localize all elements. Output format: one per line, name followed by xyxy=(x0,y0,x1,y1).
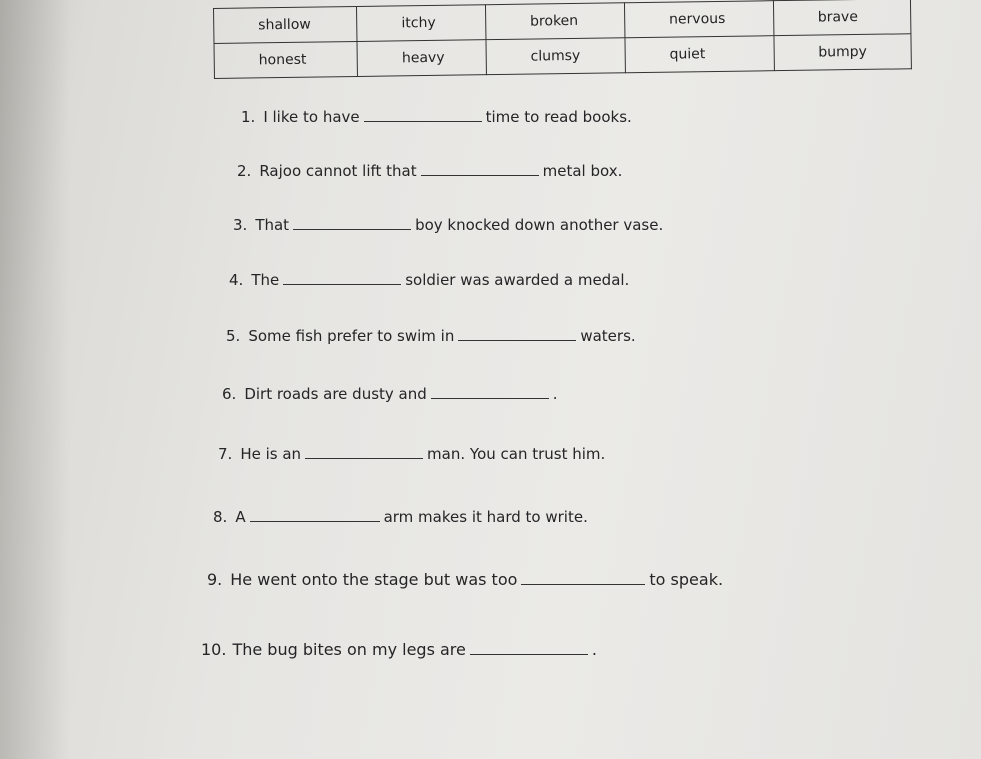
question-number: 6. xyxy=(222,385,237,403)
question-9 xyxy=(207,570,723,589)
question-3 xyxy=(233,216,663,234)
word-bank-cell: heavy xyxy=(357,40,486,77)
question-text-after: time to read books. xyxy=(485,108,632,126)
answer-blank[interactable] xyxy=(421,163,539,176)
word-bank-cell: shallow xyxy=(214,6,358,43)
question-text-before: A xyxy=(235,508,246,526)
word-bank-cell: clumsy xyxy=(486,38,625,75)
answer-blank[interactable] xyxy=(364,109,482,122)
question-8 xyxy=(213,508,588,526)
question-2 xyxy=(237,162,622,180)
question-6 xyxy=(222,385,558,403)
question-4 xyxy=(229,271,629,289)
page-shadow xyxy=(0,0,70,759)
question-5 xyxy=(226,327,636,345)
answer-blank[interactable] xyxy=(458,328,576,341)
question-text-after: boy knocked down another vase. xyxy=(415,216,664,234)
question-text-after: waters. xyxy=(580,327,636,345)
answer-blank[interactable] xyxy=(250,509,380,522)
question-number: 7. xyxy=(218,445,233,463)
word-bank-cell: honest xyxy=(214,41,358,78)
word-bank-cell: broken xyxy=(485,3,624,40)
question-7 xyxy=(218,445,605,463)
question-text-after: to speak. xyxy=(649,570,724,589)
answer-blank[interactable] xyxy=(305,446,423,459)
question-number: 9. xyxy=(207,570,223,589)
answer-blank[interactable] xyxy=(283,272,401,285)
question-10 xyxy=(201,640,597,659)
question-number: 10. xyxy=(201,640,227,659)
question-text-before: Rajoo cannot lift that xyxy=(259,162,417,180)
word-bank-cell: nervous xyxy=(624,1,773,38)
question-text-after: soldier was awarded a medal. xyxy=(405,271,630,289)
answer-blank[interactable] xyxy=(431,386,549,399)
question-number: 1. xyxy=(241,108,256,126)
question-text-before: The xyxy=(251,271,280,289)
answer-blank[interactable] xyxy=(293,217,411,230)
question-text-before: That xyxy=(255,216,290,234)
answer-blank[interactable] xyxy=(521,572,645,585)
question-number: 2. xyxy=(237,162,252,180)
question-text-after: man. You can trust him. xyxy=(427,445,606,463)
word-bank-table xyxy=(213,0,912,79)
question-text-after: metal box. xyxy=(542,162,623,180)
question-text-before: I like to have xyxy=(263,108,360,126)
question-text-before: He is an xyxy=(240,445,302,463)
question-number: 3. xyxy=(233,216,248,234)
question-text-before: He went onto the stage but was too xyxy=(230,570,518,589)
question-text-before: The bug bites on my legs are xyxy=(232,640,466,659)
question-text-before: Dirt roads are dusty and xyxy=(244,385,427,403)
question-1 xyxy=(241,108,632,126)
word-bank-cell: quiet xyxy=(625,36,774,73)
question-text-after: . xyxy=(552,385,558,403)
word-bank-cell: brave xyxy=(773,0,911,36)
word-bank-cell: bumpy xyxy=(774,34,912,71)
word-bank-cell: itchy xyxy=(357,5,486,42)
question-text-before: Some fish prefer to swim in xyxy=(248,327,455,345)
question-text-after: . xyxy=(591,640,597,659)
question-number: 8. xyxy=(213,508,228,526)
answer-blank[interactable] xyxy=(470,642,588,655)
question-text-after: arm makes it hard to write. xyxy=(383,508,588,526)
question-number: 4. xyxy=(229,271,244,289)
question-number: 5. xyxy=(226,327,241,345)
